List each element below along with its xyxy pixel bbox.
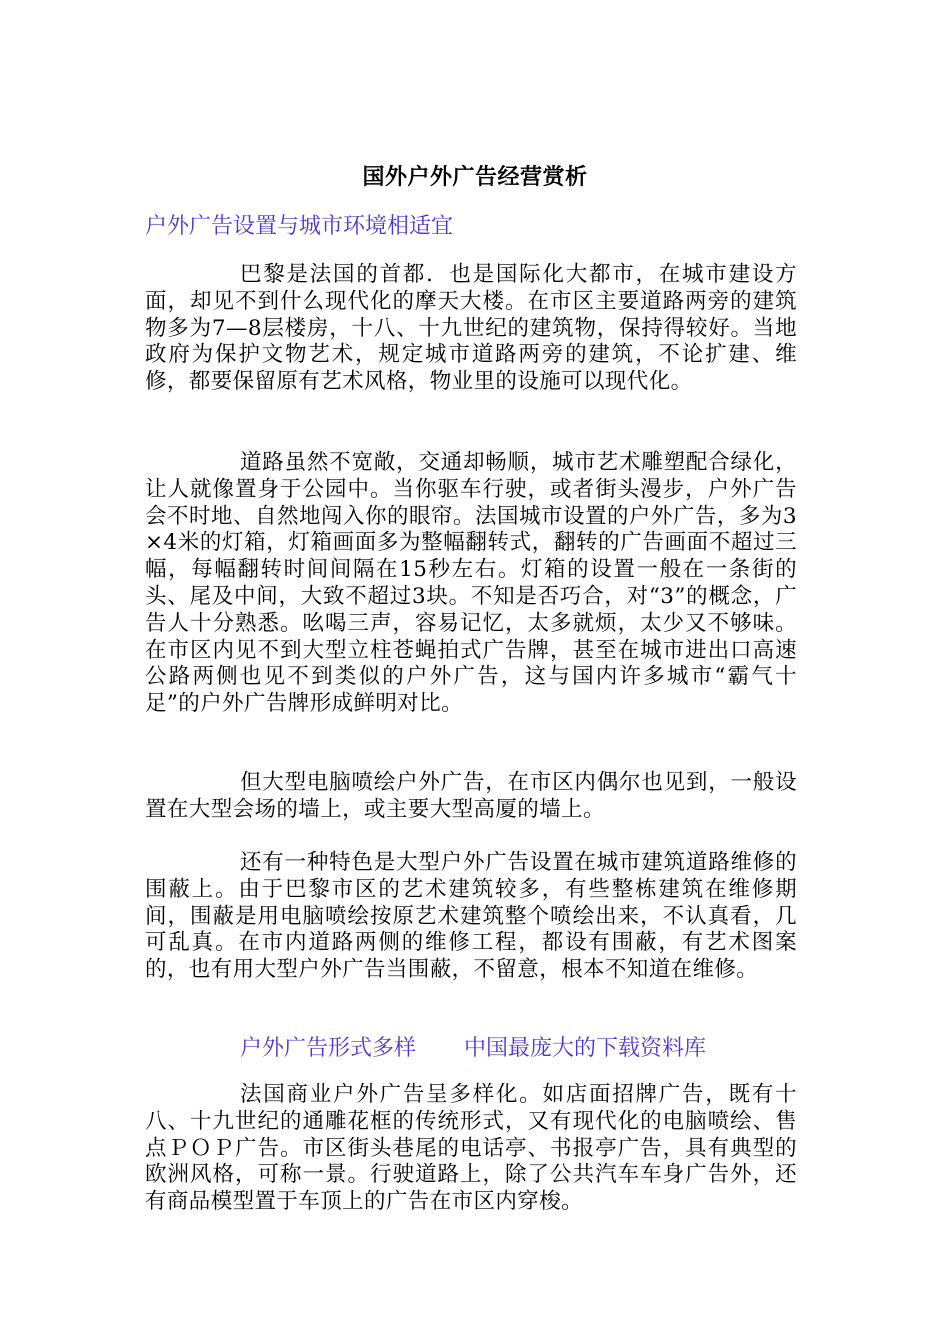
paragraph-light-boxes: 道路虽然不宽敞，交通却畅顺，城市艺术雕塑配合绿化，让人就像置身于公园中。当你驱车行驶，或者街头漫步，户外广告会不时地、自然地闯入你的眼帘。法国城市设置的户外广告，多为3×4米的灯箱，灯箱画面多为整幅翻转式，翻转的广告画面不超过三幅，每幅翻转时间间隔在15秒左右。灯箱的设置一般在一条街的头、尾及中间，大致不超过3块。不知是否巧合，对“3”的概念，广告人十分熟悉。吆喝三声，容易记忆，太多就烦，太少又不够味。在市区内见不到大型立柱苍蝇拍式广告牌，甚至在城市进出口高速公路两侧也见不到类似的户外广告，这与国内许多城市“霸气十足”的户外广告牌形成鲜明对比。 (145, 450, 797, 717)
paragraph-paris-architecture: 巴黎是法国的首都．也是国际化大都市，在城市建设方面，却见不到什么现代化的摩天大楼。在市区主要道路两旁的建筑物多为7—8层楼房，十八、十九世纪的建筑物，保持得较好。当地政府为保护文物艺术，规定城市道路两旁的建筑，不论扩建、维修，都要保留原有艺术风格，物业里的设施可以现代化。 (145, 262, 797, 395)
section-heading-row-forms (240, 1034, 706, 1064)
paragraph-construction-hoarding: 还有一种特色是大型户外广告设置在城市建筑道路维修的围蔽上。由于巴黎市区的艺术建筑较多，有些整栋建筑在维修期间，围蔽是用电脑喷绘按原艺术建筑整个喷绘出来，不认真看，几可乱真。在市内道路两侧的维修工程，都设有围蔽，有艺术图案的，也有用大型户外广告当围蔽，不留意，根本不知道在维修。 (145, 850, 797, 983)
section-heading-forms: 户外广告形式多样 (240, 1036, 417, 1061)
document-title: 国外户外广告经营赏析 (362, 164, 588, 190)
section-heading-setting: 户外广告设置与城市环境相适宜 (145, 214, 454, 239)
paragraph-commercial-forms: 法国商业户外广告呈多样化。如店面招牌广告，既有十八、十九世纪的通雕花框的传统形式，又有现代化的电脑喷绘、售点ＰＯＰ广告。市区街头巷尾的电话亭、书报亭广告，具有典型的欧洲风格，可称一景。行驶道路上，除了公共汽车车身广告外，还有商品模型置于车顶上的广告在市区内穿梭。 (145, 1082, 797, 1215)
paragraph-large-inkjet: 但大型电脑喷绘户外广告，在市区内偶尔也见到，一般设置在大型会场的墙上，或主要大型高厦的墙上。 (145, 770, 797, 822)
download-library-link[interactable]: 中国最庞大的下载资料库 (464, 1036, 707, 1061)
